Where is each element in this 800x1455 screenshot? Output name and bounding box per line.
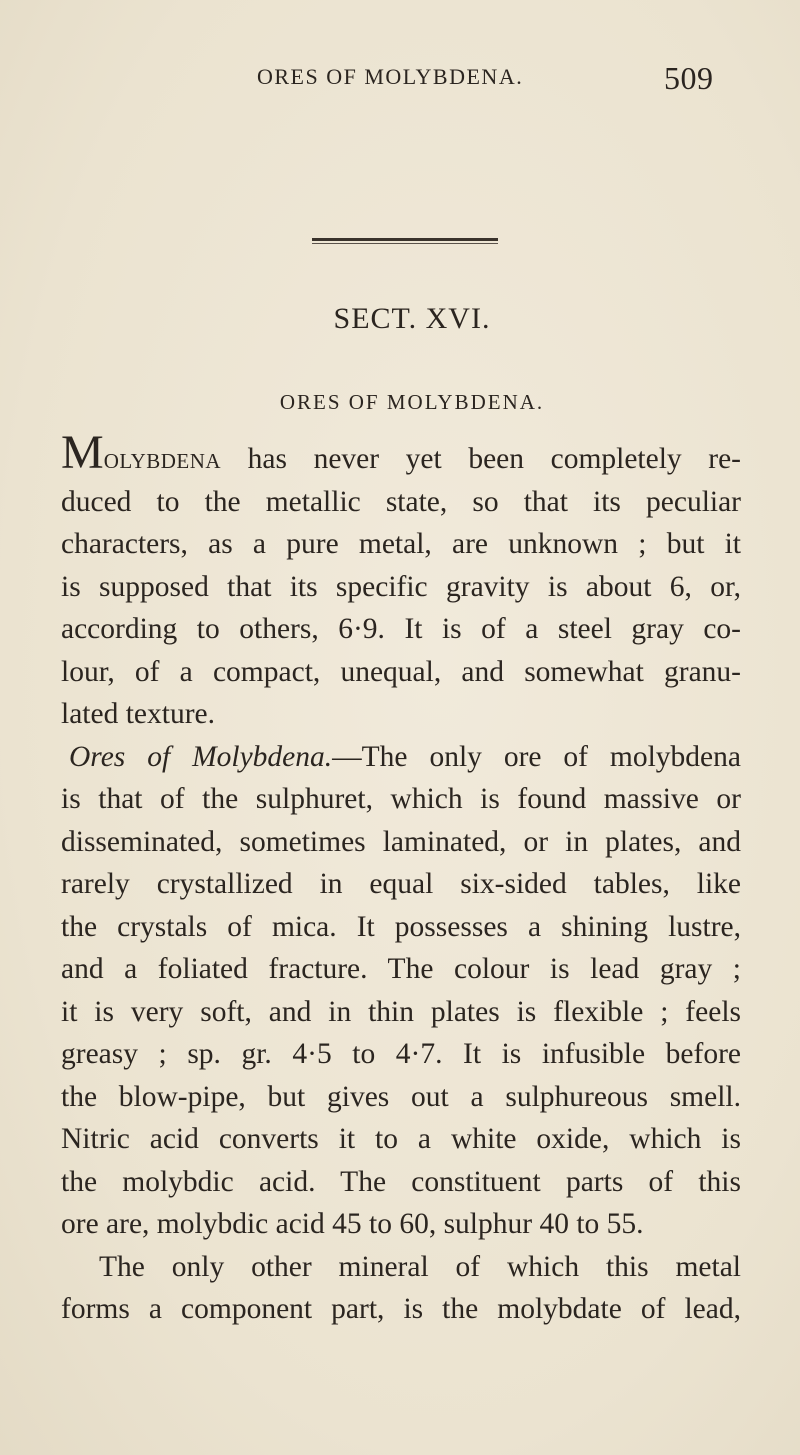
paragraph-2: [61, 736, 741, 1246]
text-line: greasy ; sp. gr. 4·5 to 4·7. It is infusible before: [61, 1038, 741, 1070]
text-line: lour, of a compact, unequal, and somewhat granu-: [61, 655, 741, 688]
line-rest: has never yet been completely re-: [221, 443, 741, 475]
text-line: [61, 736, 741, 779]
running-head: [0, 62, 800, 102]
text-line: ore are, molybdic acid 45 to 60, sulphur 40 to 55.: [61, 1208, 644, 1240]
paragraph-3: [61, 1246, 741, 1331]
running-title: ORES OF MOLYBDENA.: [257, 64, 524, 89]
section-subheading: ORES OF MOLYBDENA.: [279, 390, 545, 414]
text-line: characters, as a pure metal, are unknown ; but it: [61, 528, 741, 560]
text-line: [61, 426, 741, 481]
text-line: The only other mineral of which this metal: [99, 1250, 741, 1283]
section-heading: SECT. XVI.: [333, 302, 491, 335]
drop-letter: M: [61, 426, 104, 479]
line-rest: —The only ore of molybdena: [332, 740, 741, 773]
text-line: and a foliated fracture. The colour is lead gray ;: [61, 953, 741, 985]
text-line: the molybdic acid. The constituent parts of this: [61, 1165, 741, 1198]
body-text: [61, 426, 741, 1331]
text-line: it is very soft, and in thin plates is flexible ; feels: [61, 995, 741, 1028]
text-line: the blow-pipe, but gives out a sulphureous smell.: [61, 1080, 741, 1113]
text-line: duced to the metallic state, so that its peculiar: [61, 485, 741, 518]
text-line: forms a component part, is the molybdate of lead,: [61, 1293, 741, 1325]
text-line: lated texture.: [61, 698, 215, 730]
text-line: rarely crystallized in equal six-sided tables, like: [61, 868, 741, 900]
text-line: according to others, 6·9. It is of a steel gray co-: [61, 613, 741, 645]
text-line: is supposed that its specific gravity is about 6, or,: [61, 570, 741, 603]
text-line: disseminated, sometimes laminated, or in plates, and: [61, 825, 741, 858]
text-line: Nitric acid converts it to a white oxide, which is: [61, 1123, 741, 1155]
section-rule-thin: [312, 243, 498, 244]
italic-heading: Ores of Molybdena.: [69, 740, 333, 773]
paragraph-1: [61, 426, 741, 736]
lead-word: olybdena: [103, 443, 222, 475]
text-line: the crystals of mica. It possesses a shining lustre,: [61, 910, 741, 943]
text-line: is that of the sulphuret, which is found massive or: [61, 783, 741, 815]
page-number: 509: [664, 60, 714, 96]
section-rule: [312, 238, 498, 241]
